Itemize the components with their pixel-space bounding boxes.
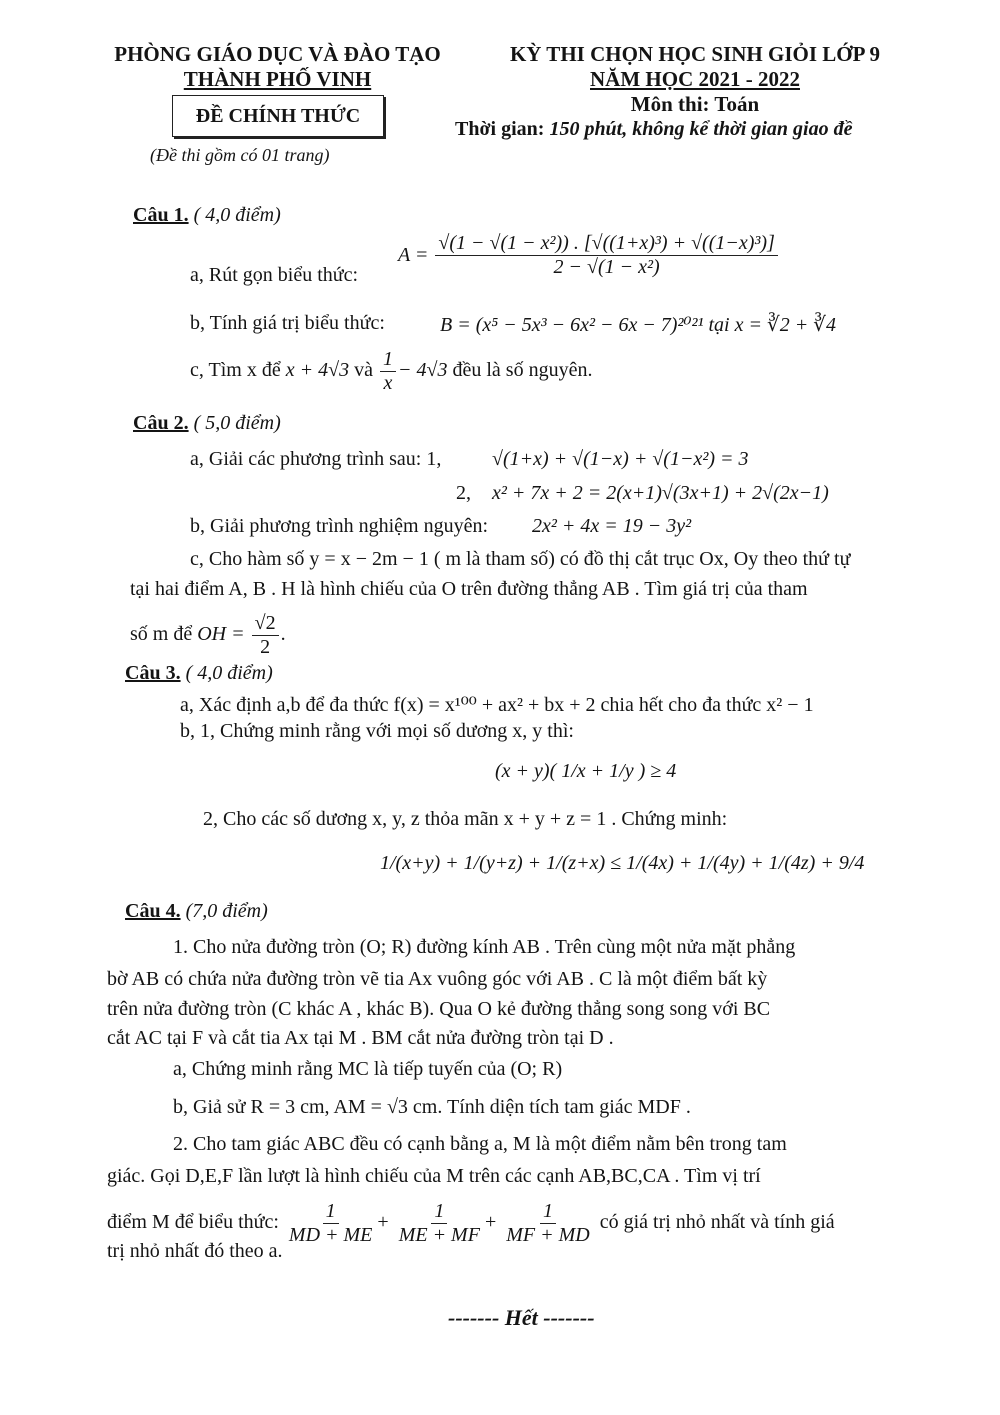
q1-c-expr2: − 4√3 (397, 359, 448, 382)
time-label: Thời gian: (455, 118, 545, 140)
q4-p1-line2: bờ AB có chứa nửa đường tròn vẽ tia Ax vuông góc với AB . C là một điểm bất kỳ (107, 968, 768, 990)
exam-name: KỲ THI CHỌN HỌC SINH GIỎI LỚP 9 (509, 42, 881, 66)
q3-points: ( 4,0 điểm) (185, 662, 273, 684)
q3-title: Câu 3. (125, 662, 181, 684)
subject: Môn thi: Toán (630, 92, 760, 116)
q4-p2-line3-post: có giá trị nhỏ nhất và tính giá (599, 1211, 835, 1234)
q1-a-numerator: √(1 − √(1 − x²)) . [√((1+x)³) + √((1−x)³)] (435, 232, 778, 256)
q2-a2-number: 2, (456, 482, 471, 504)
q2-heading (133, 412, 281, 435)
end-marker: ------- Hết ------- (448, 1305, 595, 1330)
q4-title: Câu 4. (125, 900, 181, 922)
time-value: 150 phút, không kể thời gian giao đề (549, 118, 853, 140)
city-name: THÀNH PHỐ VINH (183, 67, 372, 91)
header-right (500, 42, 890, 117)
q2-c-line3-pre: số m để (130, 623, 193, 646)
q4-p1-b: b, Giả sử R = 3 cm, AM = √3 cm. Tính diện tích tam giác MDF . (173, 1096, 691, 1118)
q4-p2-line3-pre: điểm M để biểu thức: (107, 1211, 279, 1234)
q2-a2-formula: x² + 7x + 2 = 2(x+1)√(3x+1) + 2√(2x−1) (492, 482, 829, 504)
official-badge: ĐỀ CHÍNH THỨC (172, 95, 384, 137)
q4-p2-line2: giác. Gọi D,E,F lần lượt là hình chiếu của M trên các cạnh AB,BC,CA . Tìm vị trí (107, 1165, 761, 1187)
q4-p2-line1: 2. Cho tam giác ABC đều có cạnh bằng a, M là một điểm nằm bên trong tam (173, 1133, 787, 1155)
q1-title: Câu 1. (133, 204, 189, 226)
department-name: PHÒNG GIÁO DỤC VÀ ĐÀO TẠO (114, 42, 441, 66)
q1-a-denominator: 2 − √(1 − x²) (553, 256, 660, 278)
q1-c-line: c, Tìm x để x + 4√3 và $\frac{1}{x}$ − 4√3 đều là số nguyên. (190, 348, 593, 394)
q3-b1-line: b, 1, Chứng minh rằng với mọi số dương x, y thì: (180, 720, 574, 742)
q2-c-line3: số m để OH = $\frac{√2}{2}$ . (130, 612, 286, 658)
q1-b-formula: B = (x⁵ − 5x³ − 6x² − 6x − 7)²⁰²¹ tại x = ∛2 + ∛4 (440, 314, 836, 336)
q2-points: ( 5,0 điểm) (193, 412, 281, 434)
q2-title: Câu 2. (133, 412, 189, 434)
q4-p2-line3: điểm M để biểu thức: $\frac{1}{MD + ME}$ + $\frac{1}{ME + MF}$ + $\frac{1}{MF + MD}$ có giá trị nhỏ nhất và tính giá (107, 1200, 835, 1246)
q4-p1-line1: 1. Cho nửa đường tròn (O; R) đường kính AB . Trên cùng một nửa mặt phẳng (173, 936, 796, 958)
page-count-note: (Đề thi gồm có 01 trang) (150, 145, 330, 165)
q1-heading (133, 204, 281, 227)
q1-a-label: a, Rút gọn biểu thức: (190, 264, 359, 286)
q2-a-label: a, Giải các phương trình sau: 1, (190, 448, 442, 470)
q4-p2-line4: trị nhỏ nhất đó theo a. (107, 1240, 283, 1262)
q3-b2-line: 2, Cho các số dương x, y, z thỏa mãn x + y + z = 1 . Chứng minh: (203, 808, 728, 830)
q2-a1-formula: √(1+x) + √(1−x) + √(1−x²) = 3 (492, 448, 749, 470)
q1-points: ( 4,0 điểm) (193, 204, 281, 226)
q4-p1-line3: trên nửa đường tròn (C khác A , khác B). Qua O kẻ đường thẳng song song với BC (107, 998, 771, 1020)
q1-c-and: và (354, 359, 373, 382)
q1-c-pre: c, Tìm x để (190, 359, 281, 382)
q1-b-label: b, Tính giá trị biểu thức: (190, 312, 385, 334)
q4-heading (125, 900, 268, 923)
q3-b1-formula: (x + y)( 1/x + 1/y ) ≥ 4 (495, 760, 677, 782)
q1-a-formula: A = $\frac{\text{√(1 − √(1 − x²)) . [√((1+x)³) + √((1−x)³)]}}{\text{2 − √(1 − x²)}}$ (398, 232, 780, 279)
school-year: NĂM HỌC 2021 - 2022 (590, 67, 800, 91)
q1-c-post: đều là số nguyên. (452, 359, 593, 382)
q4-p1-a: a, Chứng minh rằng MC là tiếp tuyến của (O; R) (173, 1058, 563, 1080)
q1-c-expr1: x + 4√3 (285, 359, 350, 382)
q3-b2-formula: 1/(x+y) + 1/(y+z) + 1/(z+x) ≤ 1/(4x) + 1/(4y) + 1/(4z) + 9/4 (380, 852, 865, 874)
header-left (100, 42, 455, 92)
q2-b-label: b, Giải phương trình nghiệm nguyên: (190, 515, 489, 537)
q2-b-formula: 2x² + 4x = 19 − 3y² (532, 515, 692, 537)
time-line (455, 118, 852, 141)
q3-a-line: a, Xác định a,b để đa thức f(x) = x¹⁰⁰ + ax² + bx + 2 chia hết cho đa thức x² − 1 (180, 694, 814, 716)
q2-c-line1: c, Cho hàm số y = x − 2m − 1 ( m là tham số) có đồ thị cắt trục Ox, Oy theo thứ tự (190, 548, 851, 570)
q4-p1-line4: cắt AC tại F và cắt tia Ax tại M . BM cắt nửa đường tròn tại D . (107, 1027, 614, 1049)
q4-points: (7,0 điểm) (185, 900, 268, 922)
q2-c-line2: tại hai điểm A, B . H là hình chiếu của O trên đường thẳng AB . Tìm giá trị của tham (130, 578, 808, 600)
q2-c-line3-expr: OH = (197, 623, 245, 646)
q3-heading (125, 662, 273, 685)
